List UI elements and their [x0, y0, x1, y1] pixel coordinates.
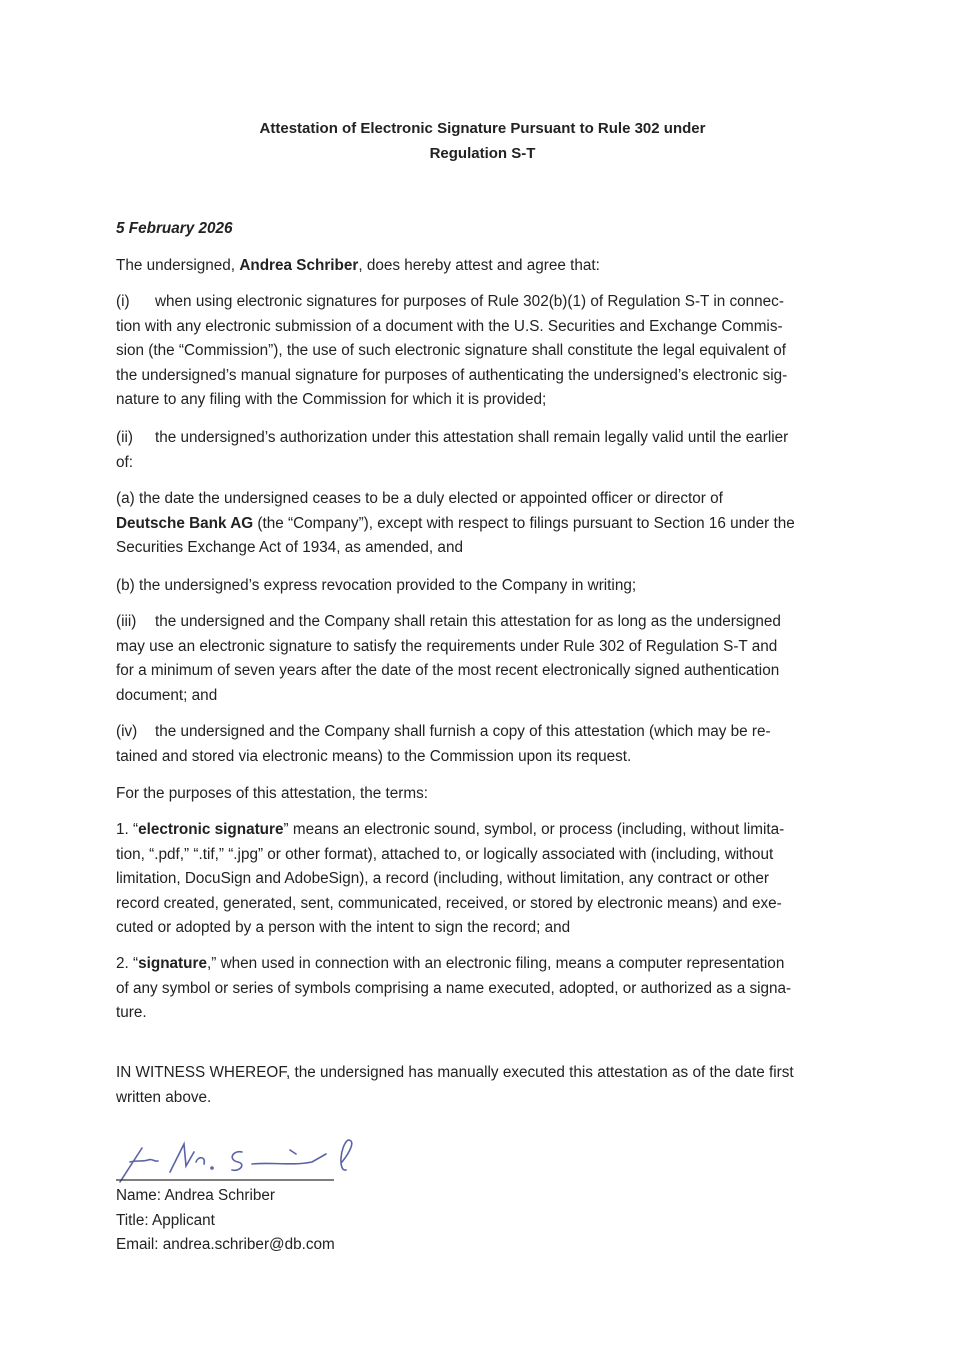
text-line: [116, 659, 781, 684]
text-segment: Securities Exchange Act of 1934, as amended, and: [116, 539, 463, 556]
text-line: [116, 1061, 794, 1086]
text-line: [116, 364, 787, 389]
text-segment: the undersigned’s authorization under this attestation shall remain legally valid until the earlier: [155, 429, 789, 446]
paragraph: [116, 254, 600, 279]
text-line: [116, 720, 771, 745]
paragraph: [116, 818, 784, 941]
paragraph: [116, 1184, 335, 1258]
text-line: [116, 388, 787, 413]
paragraph: [116, 720, 771, 769]
text-line: [116, 977, 791, 1002]
title-line: Attestation of Electronic Signature Pursuant to Rule 302 under: [259, 120, 706, 137]
paragraph: [116, 290, 787, 413]
document-title: [0, 116, 965, 166]
item-label: (iii): [116, 613, 137, 630]
text-line: [116, 512, 795, 537]
paragraph: [116, 217, 233, 242]
text-segment: Title: Applicant: [116, 1211, 215, 1229]
text-line: [116, 892, 784, 917]
text-segment: ture.: [116, 1004, 147, 1021]
text-line: [116, 339, 787, 364]
text-segment: when using electronic signatures for purposes of Rule 302(b)(1) of Regulation S-T in connec-: [155, 293, 784, 310]
text-segment: Email: andrea.schriber@db.com: [116, 1236, 335, 1253]
item-label: (i): [116, 293, 130, 310]
text-line: [116, 451, 788, 476]
text-line: [116, 536, 795, 561]
text-line: [116, 1001, 791, 1026]
text-segment: (a) the date the undersigned ceases to be a duly elected or appointed officer or director of: [116, 490, 723, 507]
text-line: [116, 782, 428, 807]
item-label: (iv): [116, 723, 138, 740]
text-segment: Name: Andrea Schriber: [116, 1187, 275, 1204]
text-segment: (the “Company”), except with respect to filings pursuant to Section 16 under the: [253, 514, 795, 532]
text-line: [116, 487, 795, 512]
text-line: [116, 426, 788, 451]
text-segment: may use an electronic signature to satisfy the requirements under Rule 302 of Regulation S-T and: [116, 637, 778, 655]
text-line: [116, 315, 787, 340]
text-segment: the undersigned and the Company shall furnish a copy of this attestation (which may be re-: [155, 723, 771, 740]
text-line: [116, 843, 784, 868]
text-segment: tained and stored via electronic means) to the Commission upon its request.: [116, 747, 632, 765]
text-line: [116, 217, 233, 242]
text-segment: ” means an electronic sound, symbol, or process (including, without limita-: [283, 821, 785, 838]
text-segment: tion with any electronic submission of a document with the U.S. Securities and Exchange Commis-: [116, 317, 783, 335]
text-line: [116, 1086, 794, 1111]
text-segment: , does hereby attest and agree that:: [358, 257, 600, 274]
paragraph: [116, 574, 636, 599]
text-segment: of any symbol or series of symbols comprising a name executed, adopted, or authorized as a signa-: [116, 979, 792, 997]
text-segment: nature to any filing with the Commission for which it is provided;: [116, 391, 547, 408]
text-segment: tion, “.pdf,” “.tif,” “.jpg” or other format), attached to, or logically associated with (including, without: [116, 845, 774, 863]
paragraph: [116, 610, 781, 708]
text-line: [116, 1233, 335, 1258]
handwritten-signature: [112, 1132, 362, 1188]
bold-text: electronic signature: [138, 821, 284, 838]
text-segment: written above.: [116, 1088, 212, 1106]
paragraph: [116, 782, 428, 807]
text-segment: the undersigned’s manual signature for purposes of authenticating the undersigned’s electronic sig-: [116, 366, 788, 384]
item-label: (ii): [116, 429, 133, 446]
text-segment: limitation, DocuSign and AdobeSign), a record (including, without limitation, any contract or other: [116, 870, 770, 887]
text-line: [116, 684, 781, 709]
title-line: Regulation S-T: [429, 145, 536, 162]
text-line: [116, 254, 600, 279]
text-segment: 2. “: [116, 955, 139, 972]
text-segment: (b) the undersigned’s express revocation provided to the Company in writing;: [116, 577, 637, 594]
paragraph: [116, 952, 791, 1026]
bold-text: signature: [138, 955, 207, 972]
text-line: [116, 290, 787, 315]
text-segment: for a minimum of seven years after the date of the most recent electronically signed authentication: [116, 662, 780, 679]
text-segment: of:: [116, 453, 134, 471]
paragraph: [116, 487, 795, 561]
text-segment: 5 February 2026: [116, 220, 233, 237]
text-segment: record created, generated, sent, communicated, received, or stored by electronic means) and exe-: [116, 894, 782, 912]
text-segment: cuted or adopted by a person with the intent to sign the record; and: [116, 919, 571, 936]
text-line: [116, 574, 636, 599]
text-line: [116, 818, 784, 843]
text-segment: ,” when used in connection with an electronic filing, means a computer representation: [206, 955, 785, 972]
text-line: [116, 952, 791, 977]
text-segment: the undersigned and the Company shall retain this attestation for as long as the undersigned: [155, 613, 781, 630]
text-segment: The undersigned,: [116, 257, 240, 274]
text-segment: sion (the “Commission”), the use of such electronic signature shall constitute the legal equivalent of: [116, 342, 787, 359]
text-segment: 1. “: [116, 821, 139, 838]
text-line: [116, 867, 784, 892]
paragraph: [116, 1061, 794, 1110]
text-line: [116, 916, 784, 941]
text-line: [116, 1209, 335, 1234]
bold-text: Deutsche Bank AG: [116, 514, 254, 532]
text-line: [116, 610, 781, 635]
text-line: [116, 745, 771, 770]
text-segment: For the purposes of this attestation, the terms:: [116, 785, 429, 802]
text-segment: IN WITNESS WHEREOF, the undersigned has manually executed this attestation as of the date first: [116, 1064, 794, 1081]
text-line: [116, 635, 781, 660]
text-segment: document; and: [116, 686, 218, 704]
bold-text: Andrea Schriber: [239, 257, 359, 274]
paragraph: [116, 426, 788, 475]
